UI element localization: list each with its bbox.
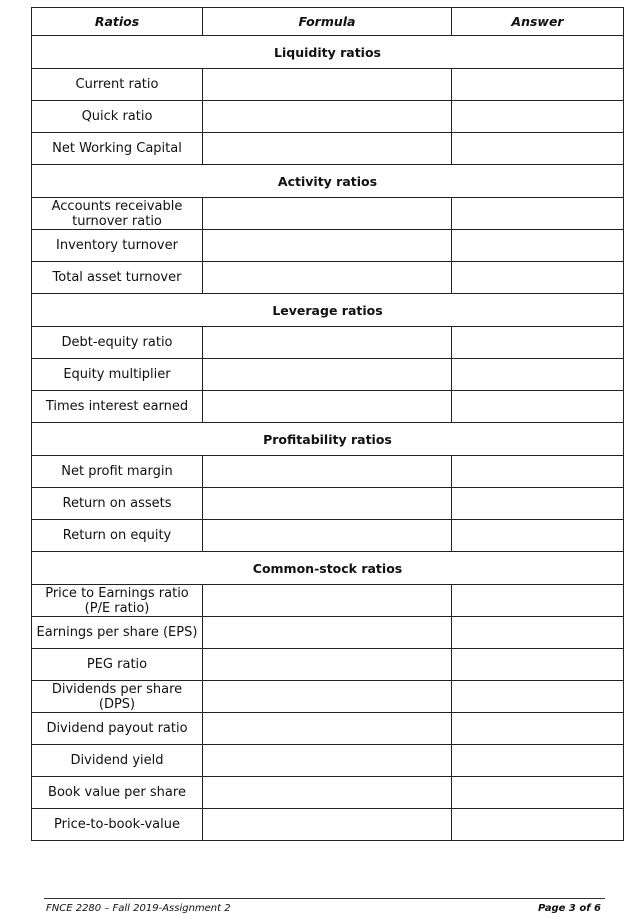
formula-cell[interactable] — [203, 101, 452, 133]
answer-cell[interactable] — [452, 230, 624, 262]
ratio-name: Price to Earnings ratio (P/E ratio) — [32, 585, 203, 617]
table-row — [32, 456, 624, 488]
ratio-name: Return on assets — [32, 488, 203, 520]
section-title: Activity ratios — [32, 165, 624, 198]
formula-cell[interactable] — [203, 777, 452, 809]
answer-cell[interactable] — [452, 585, 624, 617]
answer-cell[interactable] — [452, 809, 624, 841]
formula-cell[interactable] — [203, 69, 452, 101]
section-title: Profitability ratios — [32, 423, 624, 456]
formula-cell[interactable] — [203, 359, 452, 391]
ratio-name: Price-to-book-value — [32, 809, 203, 841]
answer-cell[interactable] — [452, 520, 624, 552]
section-title: Liquidity ratios — [32, 36, 624, 69]
answer-cell[interactable] — [452, 681, 624, 713]
answer-cell[interactable] — [452, 391, 624, 423]
answer-cell[interactable] — [452, 262, 624, 294]
table-row — [32, 585, 624, 617]
answer-cell[interactable] — [452, 488, 624, 520]
table-row — [32, 69, 624, 101]
table-row — [32, 391, 624, 423]
answer-cell[interactable] — [452, 649, 624, 681]
table-row — [32, 327, 624, 359]
section-row-leverage — [32, 294, 624, 327]
ratio-name: Book value per share — [32, 777, 203, 809]
table-row — [32, 649, 624, 681]
table-row — [32, 777, 624, 809]
formula-cell[interactable] — [203, 198, 452, 230]
formula-cell[interactable] — [203, 327, 452, 359]
table-row — [32, 520, 624, 552]
ratio-name: Dividend yield — [32, 745, 203, 777]
table-row — [32, 745, 624, 777]
formula-cell[interactable] — [203, 488, 452, 520]
header-ratios: Ratios — [32, 8, 203, 36]
answer-cell[interactable] — [452, 359, 624, 391]
ratio-name: Net profit margin — [32, 456, 203, 488]
answer-cell[interactable] — [452, 198, 624, 230]
formula-cell[interactable] — [203, 585, 452, 617]
answer-cell[interactable] — [452, 101, 624, 133]
table-row — [32, 133, 624, 165]
answer-cell[interactable] — [452, 777, 624, 809]
table-row — [32, 230, 624, 262]
ratios-table — [31, 7, 624, 841]
section-row-common-stock — [32, 552, 624, 585]
ratio-name: Return on equity — [32, 520, 203, 552]
footer-course-label: FNCE 2280 – Fall 2019-Assignment 2 — [46, 903, 231, 914]
footer-page-number: Page 3 of 6 — [538, 903, 601, 914]
section-title: Leverage ratios — [32, 294, 624, 327]
section-title: Common-stock ratios — [32, 552, 624, 585]
formula-cell[interactable] — [203, 745, 452, 777]
answer-cell[interactable] — [452, 617, 624, 649]
ratio-name: Accounts receivable turnover ratio — [32, 198, 203, 230]
formula-cell[interactable] — [203, 230, 452, 262]
table-row — [32, 681, 624, 713]
formula-cell[interactable] — [203, 520, 452, 552]
formula-cell[interactable] — [203, 133, 452, 165]
ratio-name: Inventory turnover — [32, 230, 203, 262]
ratio-name: Total asset turnover — [32, 262, 203, 294]
formula-cell[interactable] — [203, 456, 452, 488]
answer-cell[interactable] — [452, 456, 624, 488]
footer-divider — [44, 898, 605, 899]
table-row — [32, 809, 624, 841]
formula-cell[interactable] — [203, 262, 452, 294]
ratio-name: Quick ratio — [32, 101, 203, 133]
ratio-name: Debt-equity ratio — [32, 327, 203, 359]
table-row — [32, 198, 624, 230]
ratio-name: PEG ratio — [32, 649, 203, 681]
formula-cell[interactable] — [203, 681, 452, 713]
ratio-name: Current ratio — [32, 69, 203, 101]
formula-cell[interactable] — [203, 809, 452, 841]
header-formula: Formula — [203, 8, 452, 36]
answer-cell[interactable] — [452, 327, 624, 359]
table-row — [32, 488, 624, 520]
ratio-name: Times interest earned — [32, 391, 203, 423]
section-row-profitability — [32, 423, 624, 456]
ratio-name: Dividends per share (DPS) — [32, 681, 203, 713]
header-answer: Answer — [452, 8, 624, 36]
answer-cell[interactable] — [452, 69, 624, 101]
table-header-row — [32, 8, 624, 36]
formula-cell[interactable] — [203, 391, 452, 423]
ratio-name: Dividend payout ratio — [32, 713, 203, 745]
formula-cell[interactable] — [203, 617, 452, 649]
section-row-activity — [32, 165, 624, 198]
answer-cell[interactable] — [452, 713, 624, 745]
answer-cell[interactable] — [452, 745, 624, 777]
formula-cell[interactable] — [203, 649, 452, 681]
table-row — [32, 101, 624, 133]
section-row-liquidity — [32, 36, 624, 69]
formula-cell[interactable] — [203, 713, 452, 745]
table-row — [32, 617, 624, 649]
table-row — [32, 262, 624, 294]
answer-cell[interactable] — [452, 133, 624, 165]
ratio-name: Earnings per share (EPS) — [32, 617, 203, 649]
table-row — [32, 359, 624, 391]
ratio-name: Net Working Capital — [32, 133, 203, 165]
ratio-name: Equity multiplier — [32, 359, 203, 391]
table-row — [32, 713, 624, 745]
